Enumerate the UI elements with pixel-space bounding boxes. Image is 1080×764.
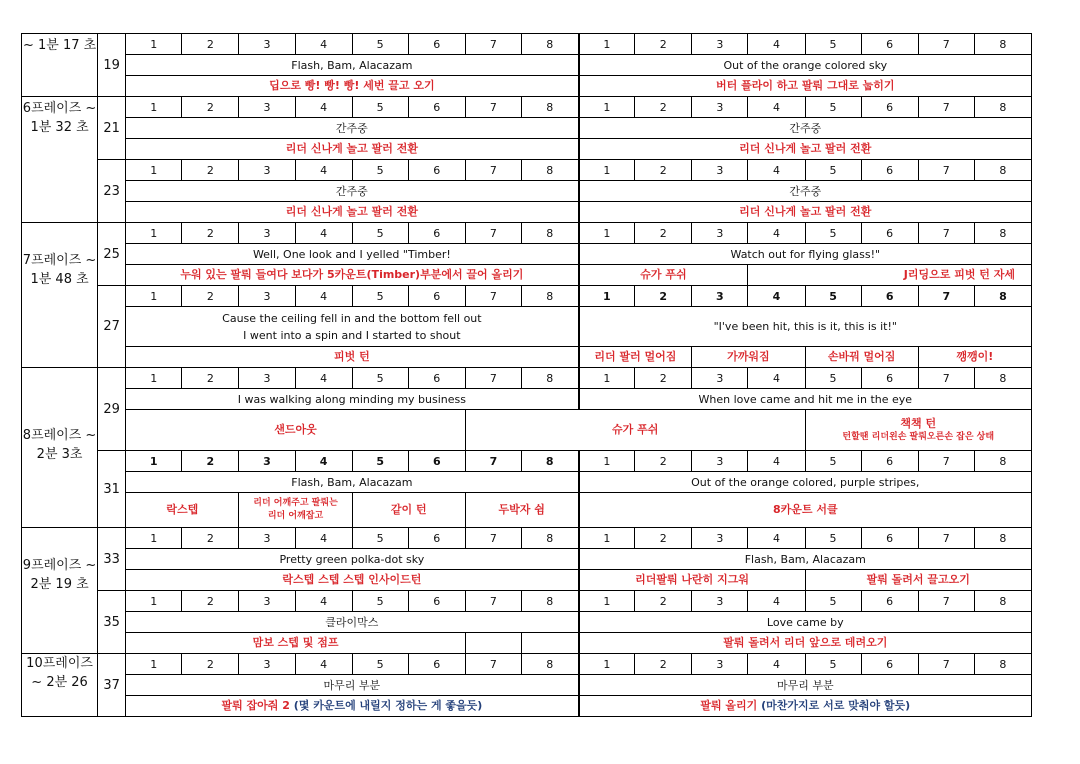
beat-cell: 6 — [861, 97, 918, 118]
move-cell: 맘보 스텝 및 점프 — [126, 633, 466, 654]
move-cell: 락스텝 스텝 스텝 인사이드턴 — [126, 570, 579, 591]
lyric-cell: 간주중 — [126, 181, 579, 202]
beat-cell: 7 — [465, 97, 521, 118]
beats-row-31 — [22, 451, 1032, 472]
beat-cell: 3 — [692, 368, 748, 389]
frame-label-6: 6프레이즈 ~ 1분 32 초 — [22, 97, 98, 223]
beat-cell: 6 — [408, 528, 465, 549]
beat-cell: 8 — [974, 591, 1031, 612]
beat-cell: 7 — [465, 34, 521, 55]
moves-row-19 — [22, 76, 1032, 97]
beat-cell: 2 — [182, 528, 239, 549]
beat-cell: 5 — [805, 160, 861, 181]
beat-cell: 3 — [239, 528, 295, 549]
beat-cell: 1 — [126, 160, 182, 181]
beat-cell: 5 — [805, 97, 861, 118]
beat-cell: 2 — [635, 368, 692, 389]
move-cell: J리딩으로 피벗 턴 자세 — [748, 265, 1032, 286]
moves-row-21 — [22, 139, 1032, 160]
lyric-cell: 클라이막스 — [126, 612, 579, 633]
beat-cell: 4 — [748, 97, 805, 118]
beat-cell: 2 — [182, 97, 239, 118]
beat-cell: 3 — [692, 654, 748, 675]
beat-cell: 1 — [579, 368, 635, 389]
beat-cell: 7 — [465, 160, 521, 181]
beat-cell: 2 — [182, 591, 239, 612]
beat-cell: 6 — [861, 223, 918, 244]
moves-row-33 — [22, 570, 1032, 591]
beat-cell: 7 — [918, 34, 974, 55]
measure-number-23: 23 — [98, 160, 126, 223]
beat-cell: 5 — [352, 528, 408, 549]
beat-cell: 8 — [521, 368, 578, 389]
beat-cell: 7 — [918, 451, 974, 472]
moves-row-31 — [22, 493, 1032, 528]
beat-cell: 4 — [748, 451, 805, 472]
beat-cell: 8 — [521, 97, 578, 118]
beat-cell: 4 — [295, 654, 352, 675]
lyric-cell: Pretty green polka-dot sky — [126, 549, 579, 570]
lyrics-row-37 — [22, 675, 1032, 696]
move-note: (몇 카운트에 내릴지 정하는 게 좋을듯) — [289, 699, 483, 712]
beat-cell: 1 — [579, 451, 635, 472]
lyric-cell: 간주중 — [579, 118, 1032, 139]
beat-cell: 1 — [126, 286, 182, 307]
beat-cell: 6 — [861, 368, 918, 389]
beat-cell: 4 — [748, 223, 805, 244]
lyrics-row-35 — [22, 612, 1032, 633]
beat-cell: 4 — [748, 286, 805, 307]
beat-cell: 7 — [465, 654, 521, 675]
measure-number-25: 25 — [98, 223, 126, 286]
beat-cell: 4 — [295, 286, 352, 307]
lyric-cell: I was walking along minding my business — [126, 389, 579, 410]
beat-cell: 5 — [352, 591, 408, 612]
measure-number-27: 27 — [98, 286, 126, 368]
beats-row-19 — [22, 34, 1032, 55]
beat-cell: 3 — [239, 97, 295, 118]
beat-cell: 5 — [352, 286, 408, 307]
beat-cell: 7 — [918, 223, 974, 244]
beat-cell: 3 — [692, 97, 748, 118]
lyric-cell: Out of the orange colored, purple stripes, — [579, 472, 1032, 493]
move-cell: 샌드아웃 — [126, 410, 466, 451]
beat-cell: 7 — [918, 286, 974, 307]
beat-cell: 2 — [182, 34, 239, 55]
move-subnote: 턴할땐 리더왼손 팔뤄오른손 잡은 상태 — [842, 431, 995, 442]
move-cell: 팔뤄 돌려서 끌고오기 — [805, 570, 1032, 591]
beat-cell: 1 — [579, 160, 635, 181]
beat-cell: 5 — [352, 368, 408, 389]
move-cell: 리더 신나게 놀고 팔러 전환 — [126, 139, 579, 160]
beats-row-29 — [22, 368, 1032, 389]
beat-cell: 7 — [465, 368, 521, 389]
beat-cell: 7 — [918, 528, 974, 549]
move-cell — [579, 696, 1032, 717]
move-cell: 8카운트 서클 — [579, 493, 1032, 528]
beat-cell: 6 — [408, 451, 465, 472]
beat-cell: 1 — [579, 654, 635, 675]
beat-cell: 2 — [182, 286, 239, 307]
move-title: 책책 턴 — [900, 416, 937, 430]
lyric-cell: Flash, Bam, Alacazam — [126, 472, 579, 493]
beat-cell: 5 — [805, 286, 861, 307]
beat-cell: 8 — [974, 451, 1031, 472]
moves-row-37 — [22, 696, 1032, 717]
beat-cell: 4 — [295, 591, 352, 612]
beat-cell: 6 — [861, 286, 918, 307]
measure-number-19: 19 — [98, 34, 126, 97]
beat-cell: 2 — [182, 223, 239, 244]
beat-cell: 1 — [126, 528, 182, 549]
beat-cell: 7 — [465, 528, 521, 549]
beat-cell: 2 — [182, 160, 239, 181]
choreography-sheet — [21, 33, 1032, 717]
beat-cell: 3 — [239, 160, 295, 181]
beat-cell: 8 — [974, 654, 1031, 675]
lyric-line: I went into a spin and I started to shout — [243, 328, 461, 342]
beat-cell: 1 — [126, 654, 182, 675]
beat-cell: 4 — [748, 160, 805, 181]
lyric-cell: Love came by — [579, 612, 1032, 633]
beat-cell: 6 — [861, 451, 918, 472]
beat-cell: 8 — [974, 160, 1031, 181]
move-cell: 버터 플라이 하고 팔뤄 그대로 눕히기 — [579, 76, 1032, 97]
beat-cell: 4 — [748, 368, 805, 389]
move-cell: 락스텝 — [126, 493, 239, 528]
move-cell: 슈가 푸쉬 — [465, 410, 805, 451]
move-note: (마찬가지로 서로 맞춰야 할듯) — [757, 699, 911, 712]
move-cell: 리더 팔러 멀어짐 — [579, 347, 692, 368]
beat-cell: 2 — [635, 591, 692, 612]
lyric-cell: Well, One look and I yelled "Timber! — [126, 244, 579, 265]
lyric-line: Cause the ceiling fell in and the bottom fell out — [222, 311, 482, 325]
beat-cell: 5 — [805, 451, 861, 472]
measure-number-29: 29 — [98, 368, 126, 451]
beat-cell: 4 — [748, 654, 805, 675]
beat-cell: 7 — [918, 160, 974, 181]
beat-cell: 7 — [918, 97, 974, 118]
beat-cell: 6 — [861, 34, 918, 55]
beat-cell: 1 — [126, 97, 182, 118]
beat-cell: 3 — [692, 34, 748, 55]
beat-cell: 8 — [521, 591, 578, 612]
beat-cell: 8 — [974, 286, 1031, 307]
measure-number-21: 21 — [98, 97, 126, 160]
beat-cell: 2 — [635, 34, 692, 55]
beat-cell: 5 — [805, 654, 861, 675]
move-cell — [126, 696, 579, 717]
beat-cell: 2 — [182, 654, 239, 675]
beats-row-35 — [22, 591, 1032, 612]
beat-cell: 4 — [295, 528, 352, 549]
beat-cell: 8 — [521, 528, 578, 549]
frame-label-10: 10프레이즈 ~ 2분 26 — [22, 654, 98, 717]
moves-row-23 — [22, 202, 1032, 223]
move-cell-empty — [521, 633, 578, 654]
beat-cell: 6 — [408, 286, 465, 307]
beats-row-37 — [22, 654, 1032, 675]
lyric-cell: When love came and hit me in the eye — [579, 389, 1032, 410]
move-cell: 두박자 쉼 — [465, 493, 578, 528]
beat-cell: 5 — [352, 654, 408, 675]
move-cell — [805, 410, 1032, 451]
beat-cell: 6 — [861, 591, 918, 612]
beat-cell: 1 — [126, 34, 182, 55]
moves-row-25 — [22, 265, 1032, 286]
measure-number-35: 35 — [98, 591, 126, 654]
frame-label-7: 7프레이즈 ~ 1분 48 초 — [22, 223, 98, 368]
lyrics-row-21 — [22, 118, 1032, 139]
beat-cell: 6 — [408, 591, 465, 612]
beat-cell: 4 — [295, 97, 352, 118]
beat-cell: 5 — [805, 591, 861, 612]
beat-cell: 7 — [918, 654, 974, 675]
beat-cell: 3 — [692, 591, 748, 612]
frame-label-5: ~ 1분 17 초 — [22, 34, 98, 97]
lyrics-row-25 — [22, 244, 1032, 265]
beat-cell: 2 — [635, 654, 692, 675]
move-cell — [239, 493, 352, 528]
beats-row-21 — [22, 97, 1032, 118]
beat-cell: 6 — [861, 528, 918, 549]
beat-cell: 2 — [182, 451, 239, 472]
beat-cell: 1 — [126, 368, 182, 389]
lyrics-row-31 — [22, 472, 1032, 493]
move-text: 팔뤄 올리기 — [700, 699, 758, 712]
beat-cell: 6 — [408, 654, 465, 675]
beat-cell: 2 — [635, 451, 692, 472]
moves-row-35 — [22, 633, 1032, 654]
beat-cell: 5 — [805, 34, 861, 55]
beat-cell: 4 — [748, 591, 805, 612]
moves-row-27 — [22, 347, 1032, 368]
beat-cell: 3 — [692, 160, 748, 181]
beat-cell: 8 — [521, 223, 578, 244]
beat-cell: 4 — [295, 223, 352, 244]
beat-cell: 4 — [748, 528, 805, 549]
beat-cell: 6 — [861, 654, 918, 675]
lyric-cell: 간주중 — [126, 118, 579, 139]
beat-cell: 8 — [974, 528, 1031, 549]
beat-cell: 3 — [239, 34, 295, 55]
move-cell: 리더팔뤄 나란히 지그워 — [579, 570, 805, 591]
move-cell: 딥으로 빵! 빵! 빵! 세번 끌고 오기 — [126, 76, 579, 97]
beat-cell: 8 — [974, 368, 1031, 389]
beat-cell: 8 — [521, 34, 578, 55]
move-cell: 슈가 푸쉬 — [579, 265, 748, 286]
beat-cell: 7 — [465, 223, 521, 244]
move-line: 리더 어깨잡고 — [267, 511, 324, 521]
lyric-cell: 간주중 — [579, 181, 1032, 202]
beat-cell: 2 — [635, 223, 692, 244]
beat-cell: 4 — [295, 451, 352, 472]
lyric-cell: Watch out for flying glass!" — [579, 244, 1032, 265]
move-cell: 깽깽이! — [918, 347, 1031, 368]
beats-row-23 — [22, 160, 1032, 181]
beat-cell: 8 — [974, 34, 1031, 55]
beat-cell: 6 — [408, 223, 465, 244]
lyrics-row-33 — [22, 549, 1032, 570]
beat-cell: 8 — [974, 223, 1031, 244]
beat-cell: 1 — [126, 591, 182, 612]
beat-cell: 1 — [579, 591, 635, 612]
lyrics-row-23 — [22, 181, 1032, 202]
move-cell: 같이 턴 — [352, 493, 465, 528]
lyrics-row-29 — [22, 389, 1032, 410]
beat-cell: 3 — [692, 528, 748, 549]
beat-cell: 3 — [692, 286, 748, 307]
beat-cell: 1 — [579, 223, 635, 244]
beats-row-27 — [22, 286, 1032, 307]
lyric-cell: "I've been hit, this is it, this is it!" — [579, 307, 1032, 347]
beat-cell: 3 — [239, 451, 295, 472]
move-cell: 가까워짐 — [692, 347, 805, 368]
beat-cell: 2 — [635, 160, 692, 181]
beat-cell: 5 — [352, 34, 408, 55]
beat-cell: 5 — [805, 528, 861, 549]
beat-cell: 5 — [805, 223, 861, 244]
measure-number-31: 31 — [98, 451, 126, 528]
beat-cell: 2 — [635, 97, 692, 118]
lyrics-row-27 — [22, 307, 1032, 347]
move-cell: 피벗 턴 — [126, 347, 579, 368]
beat-cell: 1 — [579, 286, 635, 307]
move-line: 리더 어깨주고 팔뤄는 — [253, 498, 338, 508]
beat-cell: 7 — [918, 368, 974, 389]
beat-cell: 2 — [635, 286, 692, 307]
beat-cell: 3 — [239, 223, 295, 244]
beat-cell: 7 — [465, 591, 521, 612]
beat-cell: 1 — [126, 223, 182, 244]
beat-cell: 5 — [352, 451, 408, 472]
lyric-cell: 마무리 부분 — [126, 675, 579, 696]
lyric-cell — [126, 307, 579, 347]
beat-cell: 4 — [295, 34, 352, 55]
beats-row-25 — [22, 223, 1032, 244]
beat-cell: 1 — [126, 451, 182, 472]
beat-cell: 1 — [579, 34, 635, 55]
beat-cell: 8 — [521, 451, 578, 472]
lyric-cell: Flash, Bam, Alacazam — [579, 549, 1032, 570]
beats-row-33 — [22, 528, 1032, 549]
move-cell: 리더 신나게 놀고 팔러 전환 — [126, 202, 579, 223]
beat-cell: 8 — [974, 97, 1031, 118]
beat-cell: 3 — [239, 654, 295, 675]
move-cell: 누워 있는 팔뤄 들여다 보다가 5카운트(Timber)부분에서 끌어 올리기 — [126, 265, 579, 286]
beat-cell: 7 — [465, 286, 521, 307]
move-text: 팔뤄 잡아줘 2 — [221, 699, 290, 712]
measure-number-37: 37 — [98, 654, 126, 717]
beat-cell: 6 — [408, 368, 465, 389]
beat-cell: 2 — [635, 528, 692, 549]
beat-cell: 7 — [918, 591, 974, 612]
move-cell: 팔뤄 돌려서 리더 앞으로 데려오기 — [579, 633, 1032, 654]
beat-cell: 7 — [465, 451, 521, 472]
measure-number-33: 33 — [98, 528, 126, 591]
beat-cell: 5 — [805, 368, 861, 389]
lyric-cell: Flash, Bam, Alacazam — [126, 55, 579, 76]
beat-cell: 3 — [239, 591, 295, 612]
beat-cell: 5 — [352, 97, 408, 118]
beat-cell: 8 — [521, 654, 578, 675]
move-cell: 리더 신나게 놀고 팔러 전환 — [579, 139, 1032, 160]
beat-cell: 6 — [861, 160, 918, 181]
frame-label-8: 8프레이즈 ~ 2분 3초 — [22, 368, 98, 528]
beat-cell: 2 — [182, 368, 239, 389]
lyric-cell: 마무리 부분 — [579, 675, 1032, 696]
beat-cell: 1 — [579, 97, 635, 118]
beat-cell: 6 — [408, 34, 465, 55]
beat-cell: 6 — [408, 97, 465, 118]
beat-cell: 1 — [579, 528, 635, 549]
beat-cell: 3 — [692, 451, 748, 472]
move-cell-empty — [465, 633, 521, 654]
beat-cell: 6 — [408, 160, 465, 181]
beat-cell: 4 — [295, 160, 352, 181]
moves-row-29 — [22, 410, 1032, 451]
beat-cell: 3 — [692, 223, 748, 244]
beat-cell: 8 — [521, 160, 578, 181]
beat-cell: 4 — [748, 34, 805, 55]
lyric-cell: Out of the orange colored sky — [579, 55, 1032, 76]
beat-cell: 3 — [239, 286, 295, 307]
beat-cell: 3 — [239, 368, 295, 389]
beat-cell: 4 — [295, 368, 352, 389]
beat-cell: 5 — [352, 223, 408, 244]
frame-label-9: 9프레이즈 ~ 2분 19 초 — [22, 528, 98, 654]
lyrics-row-19 — [22, 55, 1032, 76]
beat-cell: 5 — [352, 160, 408, 181]
move-cell: 리더 신나게 놀고 팔러 전환 — [579, 202, 1032, 223]
beat-cell: 8 — [521, 286, 578, 307]
move-cell: 손바꿔 멀어짐 — [805, 347, 918, 368]
